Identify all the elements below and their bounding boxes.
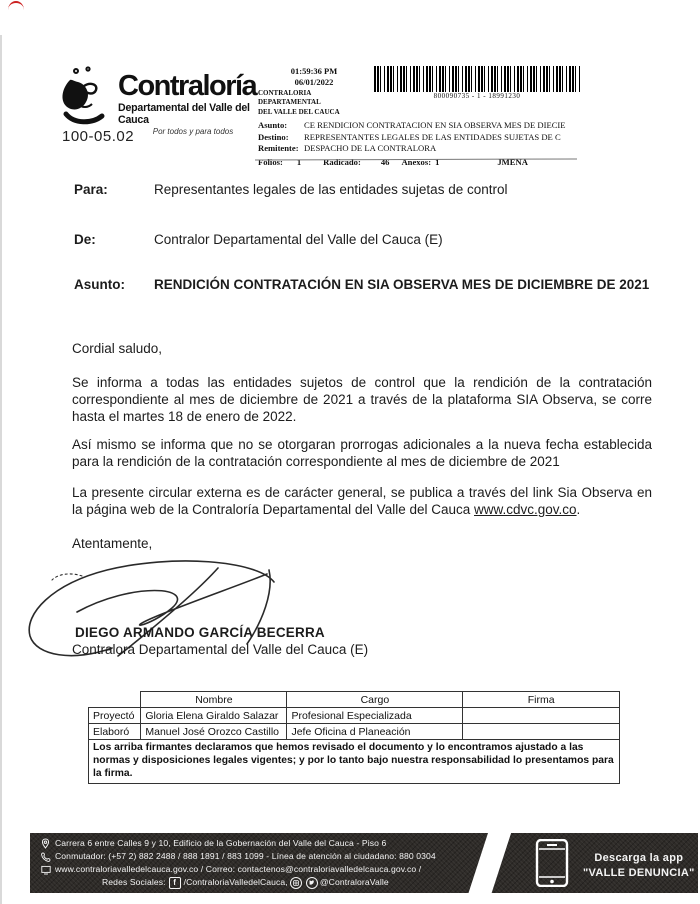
paragraph-1: Se informa a todas las entidades sujetos de control que la rendición de la contratación correspondiente al mes de diciembre de 2021 a través de la plataforma SIA Observa, se corre hasta el martes 18 de enero de 2022. [72, 375, 652, 424]
footer-web-text[interactable]: www.contraloriavalledelcauca.gov.co / Correo: contactenos@contraloriavalledelcauca.gov.co / [55, 864, 422, 874]
field-de-value: Contralor Departamental del Valle del Cauca (E) [154, 232, 443, 247]
app-promo-line2: "VALLE DENUNCIA" [583, 866, 695, 879]
social-handle[interactable]: @ContraloraValle [319, 877, 389, 887]
red-pen-mark [8, 1, 24, 10]
field-asunto [74, 276, 652, 293]
footer-web-line [40, 863, 480, 876]
footer-banner [30, 833, 698, 893]
stamp-field-remitente: Remitente: DESPACHO DE LA CONTRALORA [258, 142, 437, 153]
col-header-cargo: Cargo [287, 692, 463, 708]
twitter-icon[interactable] [306, 877, 318, 889]
instagram-icon[interactable] [290, 877, 302, 889]
stamp-folios-row: Folios: 1 Radicado: 46 Anexos: 1 JMENA [258, 156, 528, 167]
approval-header-row [89, 692, 620, 708]
field-de [74, 231, 652, 248]
signer-title: Contralora Departamental del Valle del Cauca (E) [72, 642, 369, 657]
field-asunto-label: Asunto: [74, 277, 125, 292]
barcode-number: 800090735 - 1 - 18991230 [433, 92, 521, 100]
paragraph-2: Así mismo se informa que no se otorgaran prorrogas adicionales a la nueva fecha establecida para la rendición de la contratación correspondiente al mes de diciembre de 2021 [72, 437, 652, 469]
location-icon [40, 838, 51, 849]
stamp-clerk: JMENA [497, 156, 528, 167]
paragraph-3: La presente circular externa es de carácter general, se publica a través del link Sia Observa en la página web de la Contraloría Departamental del Valle del Cauca www.cdvc.gov.co. [72, 485, 652, 517]
stamp-date: 06/01/2022 [294, 76, 334, 87]
cdvc-link[interactable]: www.cdvc.gov.co [474, 502, 577, 517]
web-icon [40, 864, 51, 875]
paragraph-3-text: La presente circular externa es de carácter general, se publica a través del link Sia Observa en la página web de la Contraloría Departamental del Valle del Cauca [72, 485, 652, 517]
facebook-handle[interactable]: /ContraloriaValledelCauca, [183, 877, 288, 887]
col-header-firma: Firma [463, 692, 620, 708]
stamp-org-line1: CONTRALORIA DEPARTAMENTAL [258, 89, 321, 106]
table-disclaimer: Los arriba firmantes declaramos que hemos revisado el documento y lo encontramos ajustado a las normas y disposiciones legales vigentes; y por lo tanto bajo nuestra responsabilidad lo presentamos para la firma. [89, 740, 620, 784]
stamp-time: 01:59:36 PM [290, 66, 338, 76]
approval-table [88, 691, 620, 784]
barcode [374, 66, 580, 92]
greeting: Cordial saludo, [72, 341, 163, 356]
signer-name: DIEGO ARMANDO GARCÍA BECERRA [75, 625, 325, 640]
field-asunto-value: RENDICIÓN CONTRATACIÓN EN SIA OBSERVA MES DE DICIEMBRE DE 2021 [154, 277, 650, 292]
table-row-proyecto: Proyectó Gloria Elena Giraldo Salazar Profesional Especializada [89, 708, 620, 724]
phone-icon [40, 851, 51, 862]
stamp-field-asunto: Asunto: CE RENDICION CONTRATACION EN SIA OBSERVA MES DE DIECIE [258, 120, 566, 131]
col-header-nombre: Nombre [141, 692, 287, 708]
field-para [74, 181, 652, 198]
smartphone-icon [535, 839, 569, 892]
app-promo-line1: Descarga la app [594, 851, 684, 864]
footer-phones-line: Conmutador: (+57 2) 882 2488 / 888 1891 / 883 1099 - Línea de atención al ciudadano: 880 0304 [40, 850, 480, 863]
footer-address-line: Carrera 6 entre Calles 9 y 10, Edificio de la Gobernación del Valle del Cauca - Piso 6 [40, 837, 480, 850]
footer-social-line: Redes Sociales: f /ContraloriaValledelCauca, @ContraloraValle [102, 877, 389, 887]
logo-subtitle: Departamental del Valle del Cauca [118, 102, 250, 126]
facebook-icon[interactable]: f [169, 877, 181, 889]
stamp-field-destino: Destino: REPRESENTANTES LEGALES DE LAS ENTIDADES SUJETAS DE C [258, 131, 561, 142]
scan-edge-artifact [0, 35, 2, 904]
table-row-elaboro: Elaboró Manuel José Orozco Castillo Jefe Oficina d Planeación [89, 724, 620, 740]
logo-tagline: Por todos y para todos [152, 127, 234, 136]
field-para-value: Representantes legales de las entidades sujetas de control [154, 182, 508, 197]
field-para-label: Para: [74, 182, 108, 197]
table-disclaimer-row [89, 740, 620, 784]
reference-code: 100-05.02 [62, 128, 135, 145]
stamp-org-line2: DEL VALLE DEL CAUCA [258, 108, 340, 117]
field-de-label: De: [74, 232, 96, 247]
closing: Atentamente, [72, 536, 153, 551]
radication-stamp [258, 66, 583, 167]
logo-title: Contraloría [118, 70, 257, 102]
